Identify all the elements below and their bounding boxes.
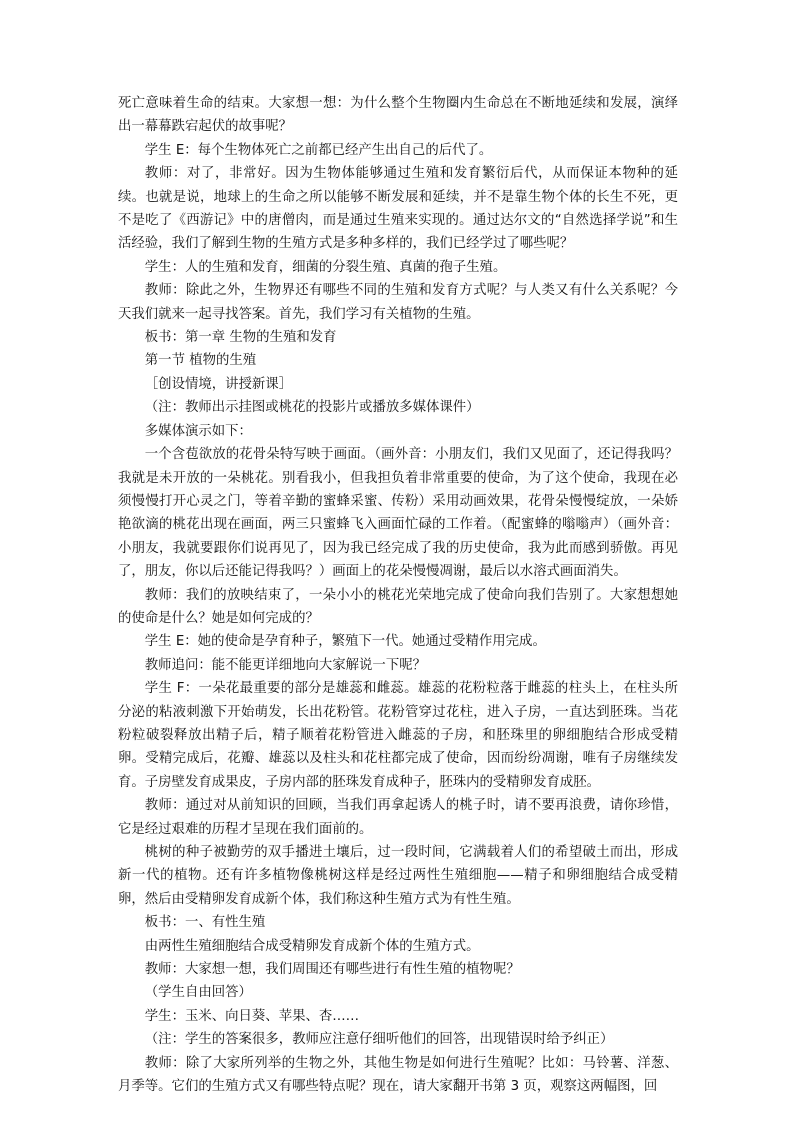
paragraph: 教师：除了大家所列举的生物之外，其他生物是如何进行生殖呢？比如：马铃薯、洋葱、月季等。它们的生殖方式又有哪些特点呢？现在，请大家翻开书第 3 页，观察这两幅图，回 (118, 1055, 678, 1095)
paragraph: （注：学生的答案很多，教师应注意仔细听他们的回答，出现错误时给予纠正） (144, 1032, 614, 1048)
paragraph: 死亡意味着生命的结束。大家想一想：为什么整个生物圈内生命总在不断地延续和发展，演绎出一幕幕跌宕起伏的故事呢？ (118, 96, 678, 135)
paragraph: 由两性生殖细胞结合成受精卵发育成新个体的生殖方式。 (144, 938, 480, 954)
paragraph: 教师：我们的放映结束了，一朵小小的桃花光荣地完成了使命向我们告别了。大家想想她的使命是什么？她是如何完成的？ (118, 587, 678, 626)
paragraph: 一个含苞欲放的花骨朵特写映于画面。（画外音：小朋友们，我们又见面了，还记得我吗？我就是未开放的一朵桃花。别看我小，但我担负着非常重要的使命，为了这个使命，我现在必须慢慢打开心灵之门，等着辛勤的蜜蜂采蜜、传粉）采用动画效果，花骨朵慢慢绽放，一朵娇艳欲滴的桃花出现在画面，两三只蜜蜂飞入画面忙碌的工作着。（配蜜蜂的嗡嗡声）（画外音：小朋友，我就要跟你们说再见了，因为我已经完成了我的历史使命，我为此而感到骄傲。再见了，朋友，你以后还能记得我吗？）画面上的花朵慢慢凋谢，最后以水溶式画面消失。 (118, 447, 678, 580)
paragraph: （学生自由回答） (144, 985, 252, 1001)
paragraph: 学生 E：每个生物体死亡之前都已经产生出自己的后代了。 (144, 142, 493, 158)
document-page (118, 92, 678, 1098)
paragraph: 多媒体演示如下： (144, 423, 252, 439)
paragraph: 学生：玉米、向日葵、苹果、杏…… (144, 1008, 360, 1024)
paragraph: （注：教师出示挂图或桃花的投影片或播放多媒体课件） (144, 400, 480, 416)
paragraph: 教师：除此之外，生物界还有哪些不同的生殖和发育方式呢？与人类又有什么关系呢？今天我们就来一起寻找答案。首先，我们学习有关植物的生殖。 (118, 283, 678, 322)
section-heading: 第一节 植物的生殖 (144, 353, 257, 369)
blackboard-heading: 板书：第一章 生物的生殖和发育 (144, 330, 337, 346)
blackboard-heading: 板书：一、有性生殖 (144, 915, 266, 931)
paragraph: 学生 F：一朵花最重要的部分是雄蕊和雌蕊。雄蕊的花粉粒落于雌蕊的柱头上，在柱头所分泌的粘液刺激下开始萌发，长出花粉管。花粉管穿过花柱，进入子房，一直达到胚珠。当花粉粒破裂释放出精子后，精子顺着花粉管进入雌蕊的子房，和胚珠里的卵细胞结合形成受精卵。受精完成后，花瓣、雄蕊以及柱头和花柱都完成了使命，因而纷纷凋谢，唯有子房继续发育。子房壁发育成果皮，子房内部的胚珠发育成种子，胚珠内的受精卵发育成胚。 (118, 681, 678, 790)
paragraph: 学生：人的生殖和发育，细菌的分裂生殖、真菌的孢子生殖。 (144, 259, 507, 275)
paragraph: 教师：通过对从前知识的回顾，当我们再拿起诱人的桃子时，请不要再浪费，请你珍惜，它是经过艰难的历程才呈现在我们面前的。 (118, 798, 678, 837)
paragraph: ［创设情境，讲授新课］ (144, 376, 293, 392)
paragraph: 教师追问：能不能更详细地向大家解说一下呢？ (144, 657, 426, 673)
paragraph: 桃树的种子被勤劳的双手播进土壤后，过一段时间，它满载着人们的希望破土而出，形成新一代的植物。还有许多植物像桃树这样是经过两性生殖细胞——精子和卵细胞结合成受精卵，然后由受精卵发育成新个体，我们称这种生殖方式为有性生殖。 (118, 845, 678, 907)
paragraph: 学生 E：她的使命是孕育种子，繁殖下一代。她通过受精作用完成。 (144, 634, 546, 650)
paragraph: 教师：大家想一想，我们周围还有哪些进行有性生殖的植物呢？ (144, 962, 520, 978)
paragraph: 教师：对了，非常好。因为生物体能够通过生殖和发育繁衍后代，从而保证本物种的延续。也就是说，地球上的生命之所以能够不断发展和延续，并不是靠生物个体的长生不死，更不是吃了《西游记》中的唐僧肉，而是通过生殖来实现的。通过达尔文的“自然选择学说”和生活经验，我们了解到生物的生殖方式是多种多样的，我们已经学过了哪些呢？ (118, 166, 678, 252)
